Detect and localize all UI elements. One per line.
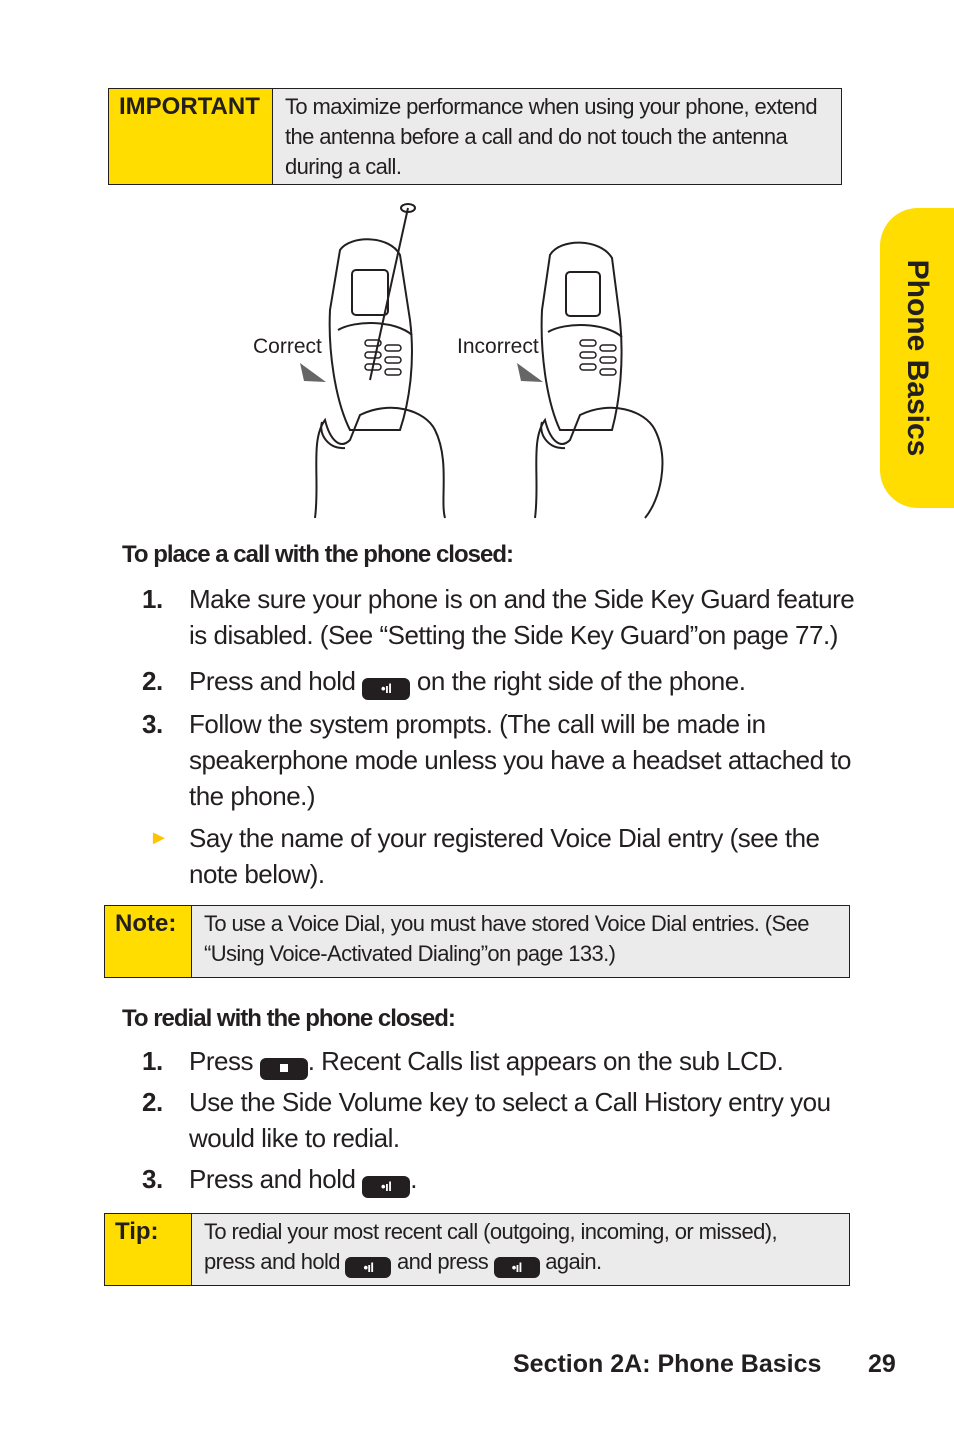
step-number: 3. [142, 1164, 163, 1194]
end-key-icon [260, 1058, 308, 1080]
section-side-tab [880, 208, 954, 508]
talk-key-icon: •ıl [494, 1257, 540, 1278]
bullet-arrow-icon: ► [149, 827, 169, 849]
step-text: Make sure your phone is on and the Side Key Guard feature is disabled. (See “Setting the Side Key Guard”on page 77.) [189, 584, 855, 650]
step-text: Press and hold •ıl . [189, 1161, 869, 1198]
important-label: IMPORTANT [109, 89, 273, 184]
step-text: Use the Side Volume key to select a Call History entry you would like to redial. [189, 1087, 831, 1153]
tip-text: To redial your most recent call (outgoing, incoming, or missed), press and hold •ıl and press •ıl again. [192, 1214, 849, 1285]
talk-key-icon: •ıl [362, 1176, 410, 1198]
step-number: 3. [142, 709, 163, 739]
step-number: 2. [142, 666, 163, 696]
step-number: 1. [142, 1046, 163, 1076]
figure-label-incorrect: Incorrect [457, 335, 539, 358]
side-tab-label: Phone Basics [901, 259, 934, 457]
arrow-correct-icon [300, 363, 326, 382]
step-text: Press and hold •ıl on the right side of the phone. [189, 663, 869, 700]
note-text: To use a Voice Dial, you must have stored Voice Dial entries. (See “Using Voice-Activated Dialing”on page 133.) [192, 906, 849, 977]
talk-key-icon: •ıl [362, 678, 410, 700]
phone-correct-image [315, 204, 445, 518]
note-callout [104, 905, 850, 978]
important-callout [108, 88, 842, 185]
step-text: Press . Recent Calls list appears on the sub LCD. [189, 1043, 869, 1080]
antenna-illustration [300, 200, 680, 520]
heading-redial: To redial with the phone closed: [122, 1005, 455, 1032]
bullet-text: Say the name of your registered Voice Dial entry (see the note below). [189, 823, 820, 889]
phone-incorrect-image [535, 243, 662, 518]
important-text: To maximize performance when using your phone, extend the antenna before a call and do not touch the antenna during a call. [273, 89, 841, 184]
figure-label-correct: Correct [253, 335, 322, 358]
page-number: 29 [868, 1350, 896, 1378]
footer-section-title: Section 2A: Phone Basics [513, 1350, 822, 1378]
tip-callout [104, 1213, 850, 1286]
step-number: 1. [142, 584, 163, 614]
heading-place-call: To place a call with the phone closed: [122, 541, 513, 568]
arrow-incorrect-icon [517, 363, 543, 382]
step-number: 2. [142, 1087, 163, 1117]
step-text: Follow the system prompts. (The call will be made in speakerphone mode unless you have a headset attached to the phone.) [189, 709, 851, 811]
tip-label: Tip: [105, 1214, 192, 1285]
note-label: Note: [105, 906, 192, 977]
talk-key-icon: •ıl [345, 1257, 391, 1278]
